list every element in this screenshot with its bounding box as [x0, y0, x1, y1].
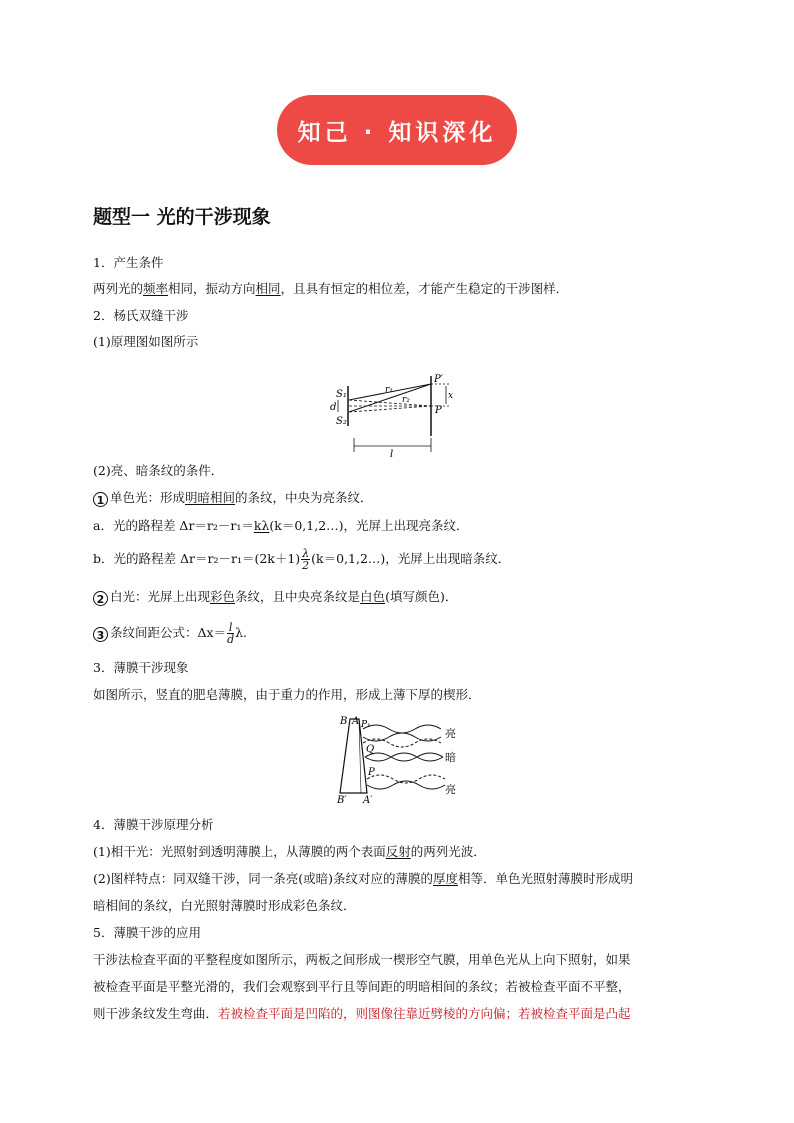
item-spacing-formula: 3 条纹间距公式：Δx＝ $\frac{l}{d}$ λ.: [93, 622, 247, 645]
paragraph-coherent-light: (1)相干光：光照射到透明薄膜上，从薄膜的两个表面反射的两列光波．: [93, 844, 486, 859]
label-p1: P₁: [361, 720, 371, 730]
paragraph-pattern-features-cont: 暗相间的条纹，白光照射薄膜时形成彩色条纹．: [93, 898, 356, 913]
subheading-conditions: (2)亮、暗条纹的条件．: [93, 463, 224, 478]
label-dark: 暗: [445, 751, 456, 764]
highlighted-text: 若被检查平面是凹陷的，则图像往靠近劈棱的方向偏；若被检查平面是凸起: [218, 1006, 631, 1021]
double-slit-diagram: [330, 372, 460, 460]
paragraph-conditions: 两列光的频率相同，振动方向相同，且具有恒定的相位差，才能产生稳定的干涉图样．: [93, 281, 569, 296]
item-white-light: 2 白光：光屏上出现彩色条纹，且中央亮条纹是白色(填写颜色)．: [93, 589, 457, 606]
label-bright-top: 亮: [445, 727, 456, 740]
paragraph-application-2: 被检查平面是平整光滑的，我们会观察到平行且等间距的明暗相间的条纹；若被检查平面不平整，: [93, 979, 631, 994]
blank-reflection: 反射: [385, 844, 411, 859]
heading-4: 4．薄膜干涉原理分析: [93, 817, 214, 832]
blank-colorful: 彩色: [210, 589, 236, 604]
banner-text: 知己 · 知识深化: [297, 119, 497, 146]
label-p-prime: P′: [434, 374, 443, 385]
label-a-prime: A′: [363, 795, 373, 805]
label-x: x: [448, 391, 454, 401]
label-bright-bottom: 亮: [445, 783, 456, 796]
blank-same: 相同: [255, 281, 281, 296]
paragraph-pattern-features: (2)图样特点：同双缝干涉，同一条亮(或暗)条纹对应的薄膜的厚度相等．单色光照射薄膜时形成明: [93, 871, 633, 886]
label-p: P: [368, 767, 375, 778]
blank-thickness: 厚度: [432, 871, 458, 886]
circled-number: 3: [93, 627, 108, 642]
label-s1: S₁: [336, 389, 347, 400]
fraction-lambda-over-2: $\frac{\lambda}{2}$: [302, 547, 310, 572]
paragraph-application-3: 则干涉条纹发生弯曲．若被检查平面是凹陷的，则图像往靠近劈棱的方向偏；若被检查平面是凸起: [93, 1006, 631, 1021]
heading-3: 3．薄膜干涉现象: [93, 660, 189, 675]
label-s2: S₂: [336, 416, 347, 427]
paragraph-application-1: 干涉法检查平面的平整程度如图所示，两板之间形成一楔形空气膜，用单色光从上向下照射，如果: [93, 952, 631, 967]
label-r2: r₂: [402, 395, 410, 405]
fraction-l-over-d: $\frac{l}{d}$: [227, 621, 235, 646]
label-b: B: [340, 716, 348, 727]
item-monochrome: 1 单色光：形成明暗相间的条纹，中央为亮条纹．: [93, 490, 373, 507]
label-l: l: [390, 449, 394, 460]
label-r1: r₁: [385, 385, 393, 395]
circled-number: 1: [93, 492, 108, 507]
label-q: Q: [366, 744, 375, 755]
subheading-principle: (1)原理图如图所示: [93, 334, 199, 349]
label-p: P: [435, 405, 442, 416]
blank-frequency: 频率: [143, 281, 169, 296]
item-bright-condition: a．光的路程差 Δr＝r₂－r₁＝kλ(k＝0,1,2…)，光屏上出现亮条纹．: [93, 518, 469, 533]
thin-film-diagram: [335, 713, 465, 805]
section-banner: [277, 95, 517, 165]
heading-2: 2．杨氏双缝干涉: [93, 308, 189, 323]
section-title: 题型一 光的干涉现象: [93, 206, 271, 228]
heading-5: 5．薄膜干涉的应用: [93, 925, 201, 940]
label-d: d: [330, 402, 337, 413]
blank-k-lambda: kλ: [253, 518, 270, 533]
circled-number: 2: [93, 591, 108, 606]
paragraph-thin-film: 如图所示，竖直的肥皂薄膜，由于重力的作用，形成上薄下厚的楔形．: [93, 687, 481, 702]
item-dark-condition: b．光的路程差 Δr＝r₂－r₁＝(2k＋1) $\frac{\lambda}{2}$ (k＝0,1,2…)，光屏上出现暗条纹．: [93, 547, 511, 572]
blank-white: 白色: [360, 589, 386, 604]
label-a: A: [352, 716, 360, 727]
label-b-prime: B′: [337, 795, 347, 805]
heading-1: 1．产生条件: [93, 255, 164, 270]
blank-alternating: 明暗相间: [185, 490, 236, 505]
